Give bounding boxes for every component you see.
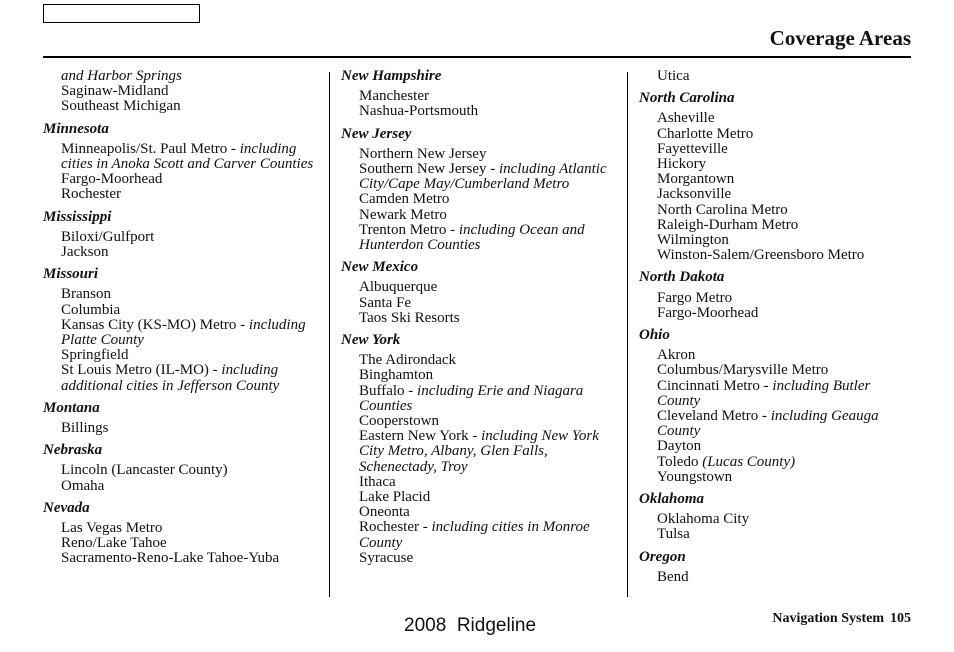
city-entry	[341, 223, 623, 253]
city-entry	[43, 172, 325, 187]
city-entry	[639, 439, 911, 454]
city-name: Cincinnati Metro -	[657, 377, 773, 394]
state-heading: Nebraska	[43, 442, 103, 459]
city-name: Santa Fe	[359, 294, 412, 311]
column-divider	[627, 72, 628, 597]
coverage-column-2	[341, 69, 623, 566]
city-name: Las Vegas Metro	[61, 520, 163, 537]
city-entry	[639, 142, 911, 157]
city-entry	[43, 348, 325, 363]
continued-city-entry	[639, 69, 911, 84]
continued-city-entry	[43, 99, 325, 114]
city-entry	[639, 570, 911, 585]
city-name: Oneonta	[359, 504, 410, 521]
footer-section	[772, 611, 911, 627]
state-heading: Missouri	[43, 266, 99, 283]
city-name: Morgantown	[657, 171, 735, 188]
state-heading: New Hampshire	[341, 68, 442, 84]
city-entry	[639, 470, 911, 485]
city-entry	[639, 363, 911, 378]
city-name: Lincoln (Lancaster County)	[61, 462, 228, 479]
city-entry	[639, 203, 911, 218]
city-coverage-note: including Erie and Niagara Counties	[359, 382, 584, 414]
city-name: Albuquerque	[359, 279, 438, 296]
city-name: Saginaw-Midland	[61, 83, 169, 100]
state-heading: New Mexico	[341, 259, 419, 276]
city-name: Trenton Metro -	[359, 221, 459, 238]
city-name: Utica	[657, 68, 690, 84]
city-entry	[341, 520, 623, 550]
city-entry	[639, 218, 911, 233]
city-name: Ithaca	[359, 473, 396, 490]
city-entry	[341, 208, 623, 223]
city-name: Cooperstown	[359, 413, 439, 430]
coverage-column-3	[639, 69, 911, 585]
city-name: Springfield	[61, 347, 129, 364]
city-entry	[341, 89, 623, 104]
city-entry	[639, 187, 911, 202]
city-name: Jackson	[61, 244, 109, 261]
city-entry	[341, 384, 623, 414]
header-tab-box	[43, 4, 200, 23]
city-name: Winston-Salem/Greensboro Metro	[657, 247, 865, 264]
city-name: Oklahoma City	[657, 511, 750, 528]
city-coverage-note: including New York City Metro, Albany, Glen Falls, Schenectady, Troy	[359, 428, 599, 475]
city-name: Nashua-Portsmouth	[359, 103, 479, 120]
page-title: Coverage Areas	[769, 26, 911, 50]
city-entry	[639, 233, 911, 248]
state-heading: Mississippi	[43, 208, 112, 225]
city-name: Bend	[657, 568, 689, 585]
city-name: Jacksonville	[657, 186, 732, 203]
continued-city-entry	[43, 84, 325, 99]
city-name: Cleveland Metro -	[657, 408, 771, 425]
coverage-column-1	[43, 69, 325, 567]
city-coverage-note: including Atlantic City/Cape May/Cumberland Metro	[359, 161, 607, 193]
city-entry	[341, 311, 623, 326]
city-entry	[341, 429, 623, 475]
city-entry	[43, 318, 325, 348]
city-name: Lake Placid	[359, 489, 431, 506]
city-name: Akron	[657, 347, 696, 364]
city-name: Columbia	[61, 301, 121, 318]
city-entry	[43, 245, 325, 260]
city-name: The Adirondack	[359, 352, 457, 369]
city-entry	[341, 280, 623, 295]
city-name: Asheville	[657, 110, 715, 127]
city-name: Buffalo -	[359, 382, 418, 399]
city-entry	[341, 551, 623, 566]
city-name: Southern New Jersey -	[359, 161, 499, 178]
city-entry	[43, 536, 325, 551]
city-entry	[341, 505, 623, 520]
city-name: Syracuse	[359, 549, 414, 566]
city-name: Fargo-Moorhead	[657, 304, 759, 321]
city-coverage-note: including Ocean and Hunterdon Counties	[359, 221, 585, 254]
city-entry	[639, 111, 911, 126]
city-entry	[43, 230, 325, 245]
city-name: Columbus/Marysville Metro	[657, 362, 829, 379]
city-name: Hickory	[657, 156, 707, 173]
city-name: Northern New Jersey	[359, 145, 487, 162]
header-rule	[43, 56, 911, 58]
city-entry	[43, 287, 325, 302]
city-name: Binghamton	[359, 367, 434, 384]
city-name: Rochester	[61, 186, 121, 203]
city-name: Manchester	[359, 88, 429, 105]
continued-city-entry	[43, 69, 325, 84]
state-heading: North Dakota	[639, 269, 725, 286]
section-name: Navigation System	[772, 611, 884, 626]
city-coverage-note: (Lucas County)	[702, 453, 796, 470]
city-name: Billings	[61, 420, 109, 437]
city-entry	[43, 142, 325, 172]
state-heading: Oklahoma	[639, 491, 705, 508]
city-entry	[341, 104, 623, 119]
city-name: Minneapolis/St. Paul Metro -	[61, 140, 240, 157]
page-number: 105	[890, 611, 911, 626]
state-heading: New York	[341, 332, 401, 349]
city-coverage-note: including Butler County	[657, 377, 871, 409]
column-divider	[329, 72, 330, 597]
city-entry	[341, 368, 623, 383]
city-name: Rochester -	[359, 519, 432, 536]
city-name: Reno/Lake Tahoe	[61, 535, 167, 552]
city-coverage-note: including additional cities in Jefferson County	[61, 362, 280, 394]
city-entry	[43, 521, 325, 536]
city-entry	[341, 162, 623, 192]
city-entry	[43, 187, 325, 202]
city-entry	[639, 512, 911, 527]
city-name: Charlotte Metro	[657, 125, 754, 142]
city-name: Branson	[61, 286, 111, 303]
city-entry	[341, 192, 623, 207]
vehicle-model-label: 2008 Ridgeline	[404, 615, 537, 636]
city-name: Raleigh-Durham Metro	[657, 216, 799, 233]
city-entry	[639, 157, 911, 172]
city-entry	[341, 147, 623, 162]
state-heading: North Carolina	[639, 90, 735, 107]
city-entry	[639, 409, 911, 439]
city-name: Tulsa	[657, 526, 690, 543]
state-heading: Montana	[43, 399, 100, 416]
city-entry	[639, 248, 911, 263]
state-heading: New Jersey	[341, 125, 412, 142]
city-name: Toledo	[657, 453, 703, 470]
city-entry	[639, 306, 911, 321]
city-coverage-note: and Harbor Springs	[61, 68, 182, 84]
city-name: Fargo Metro	[657, 289, 733, 306]
city-name: Wilmington	[657, 232, 729, 249]
city-coverage-note: including Geauga County	[657, 408, 879, 440]
state-heading: Oregon	[639, 548, 686, 565]
state-heading: Minnesota	[43, 120, 109, 137]
city-entry	[639, 348, 911, 363]
city-name: Newark Metro	[359, 206, 447, 223]
city-name: North Carolina Metro	[657, 201, 788, 218]
city-entry	[639, 127, 911, 142]
city-coverage-note: including cities in Anoka Scott and Carver Counties	[61, 140, 314, 173]
city-name: Dayton	[657, 438, 702, 455]
city-name: Camden Metro	[359, 191, 450, 208]
city-entry	[639, 172, 911, 187]
city-entry	[43, 463, 325, 478]
city-entry	[639, 527, 911, 542]
city-entry	[639, 379, 911, 409]
city-entry	[43, 363, 325, 393]
city-entry	[341, 353, 623, 368]
state-heading: Nevada	[43, 499, 90, 516]
city-entry	[341, 296, 623, 311]
city-coverage-note: including cities in Monroe County	[359, 519, 590, 551]
city-entry	[43, 303, 325, 318]
city-name: St Louis Metro (IL-MO) -	[61, 362, 222, 379]
city-entry	[43, 421, 325, 436]
city-entry	[639, 291, 911, 306]
city-entry	[43, 479, 325, 494]
city-name: Omaha	[61, 477, 105, 494]
state-heading: Ohio	[639, 327, 670, 344]
city-name: Southeast Michigan	[61, 98, 181, 115]
city-name: Taos Ski Resorts	[359, 309, 460, 326]
city-name: Youngstown	[657, 468, 733, 485]
city-name: Biloxi/Gulfport	[61, 228, 155, 245]
city-name: Sacramento-Reno-Lake Tahoe-Yuba	[61, 550, 280, 567]
city-entry	[341, 414, 623, 429]
city-entry	[341, 475, 623, 490]
city-name: Fargo-Moorhead	[61, 171, 163, 188]
city-name: Kansas City (KS-MO) Metro -	[61, 316, 249, 333]
city-entry	[43, 551, 325, 566]
city-entry	[341, 490, 623, 505]
city-name: Fayetteville	[657, 140, 728, 157]
city-name: Eastern New York -	[359, 428, 482, 445]
city-coverage-note: including Platte County	[61, 316, 306, 349]
city-entry	[639, 455, 911, 470]
